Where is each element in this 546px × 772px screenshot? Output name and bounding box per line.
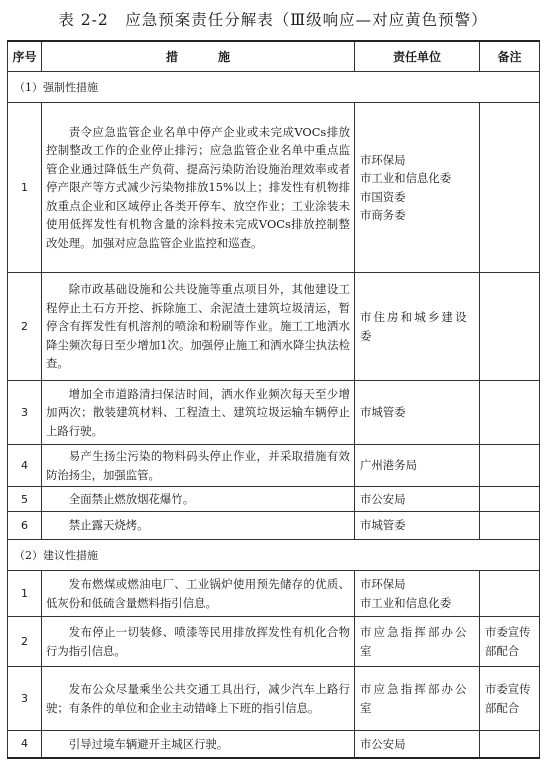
note-cell: 市委宣传 部配合 bbox=[480, 617, 540, 667]
measure-cell: 增加全市道路清扫保洁时间，洒水作业频次每天至少增加两次；散装建筑材料、工程渣土、建筑垃圾运输车辆停止上路行驶。 bbox=[42, 381, 355, 445]
measure-cell: 禁止露天烧烤。 bbox=[42, 512, 355, 540]
row-number: 1 bbox=[8, 571, 42, 617]
measure-cell: 全面禁止燃放烟花爆竹。 bbox=[42, 487, 355, 512]
table-row bbox=[8, 273, 540, 381]
row-number: 2 bbox=[8, 273, 42, 381]
measure-cell: 发布停止一切装修、喷漆等民用排放挥发性有机化合物行为指引信息。 bbox=[42, 617, 355, 667]
row-number: 3 bbox=[8, 667, 42, 731]
unit-cell: 市城管委 bbox=[355, 512, 480, 540]
section-label-mandatory: （1）强制性措施 bbox=[8, 72, 540, 103]
note-cell bbox=[480, 731, 540, 758]
responsibility-table bbox=[7, 40, 540, 759]
row-number: 6 bbox=[8, 512, 42, 540]
unit-cell: 市公安局 bbox=[355, 731, 480, 758]
unit-cell: 市环保局 市工业和信息化委 bbox=[355, 571, 480, 617]
row-number: 2 bbox=[8, 617, 42, 667]
header-row bbox=[8, 41, 540, 72]
section-row-advisory bbox=[8, 540, 540, 571]
row-number: 4 bbox=[8, 445, 42, 487]
note-cell: 市委宣传 部配合 bbox=[480, 667, 540, 731]
measure-cell: 责令应急监管企业名单中停产企业或未完成VOCs排放控制整改工作的企业停止排污；应急监管企业名单中重点监管企业通过降低生产负荷、提高污染防治设施治理效率或者停产限产等方式减少污染物排放15%以上；排发性有机物排放重点企业和区域停止各类开停车、放空作业；工业涂装未使用低挥发性有机物含量的涂料按未完成VOCs排放控制整改处理。加强对应急监管企业监控和巡查。 bbox=[42, 103, 355, 273]
note-cell bbox=[480, 381, 540, 445]
table-row bbox=[8, 381, 540, 445]
header-note: 备注 bbox=[480, 41, 540, 72]
table-row bbox=[8, 571, 540, 617]
measure-cell: 易产生扬尘污染的物料码头停止作业，并采取措施有效防治扬尘，加强监管。 bbox=[42, 445, 355, 487]
table-row bbox=[8, 487, 540, 512]
note-cell bbox=[480, 487, 540, 512]
header-no: 序号 bbox=[8, 41, 42, 72]
row-number: 4 bbox=[8, 731, 42, 758]
measure-cell: 发布公众尽量乘坐公共交通工具出行，减少汽车上路行驶；有条件的单位和企业主动错峰上下班的指引信息。 bbox=[42, 667, 355, 731]
unit-cell: 广州港务局 bbox=[355, 445, 480, 487]
header-unit: 责任单位 bbox=[355, 41, 480, 72]
table-row bbox=[8, 512, 540, 540]
note-cell bbox=[480, 103, 540, 273]
note-cell bbox=[480, 512, 540, 540]
table-row bbox=[8, 731, 540, 758]
unit-cell: 市应急指挥部办公室 bbox=[355, 617, 480, 667]
table-row bbox=[8, 667, 540, 731]
row-number: 1 bbox=[8, 103, 42, 273]
measure-cell: 引导过境车辆避开主城区行驶。 bbox=[42, 731, 355, 758]
note-cell bbox=[480, 571, 540, 617]
unit-cell: 市环保局 市工业和信息化委 市国资委 市商务委 bbox=[355, 103, 480, 273]
table-row bbox=[8, 617, 540, 667]
table-row bbox=[8, 103, 540, 273]
table-row bbox=[8, 445, 540, 487]
row-number: 3 bbox=[8, 381, 42, 445]
row-number: 5 bbox=[8, 487, 42, 512]
measure-cell: 发布燃煤或燃油电厂、工业锅炉使用预先储存的优质、低灰份和低硫含量燃料指引信息。 bbox=[42, 571, 355, 617]
unit-cell: 市住房和城乡建设委 bbox=[355, 273, 480, 381]
header-measure: 措施 bbox=[42, 41, 355, 72]
unit-cell: 市应急指挥部办公室 bbox=[355, 667, 480, 731]
note-cell bbox=[480, 273, 540, 381]
unit-cell: 市公安局 bbox=[355, 487, 480, 512]
section-row-mandatory bbox=[8, 72, 540, 103]
table-title: 表 2-2 应急预案责任分解表（Ⅲ级响应—对应黄色预警） bbox=[58, 11, 488, 29]
note-cell bbox=[480, 445, 540, 487]
section-label-advisory: （2）建议性措施 bbox=[8, 540, 540, 571]
measure-cell: 除市政基础设施和公共设施等重点项目外，其他建设工程停止土石方开挖、拆除施工、余泥渣土建筑垃圾清运，暂停含有挥发性有机溶剂的喷涂和粉刷等作业。施工工地洒水降尘频次每日至少增加1次。加强停止施工和洒水降尘执法检查。 bbox=[42, 273, 355, 381]
unit-cell: 市城管委 bbox=[355, 381, 480, 445]
